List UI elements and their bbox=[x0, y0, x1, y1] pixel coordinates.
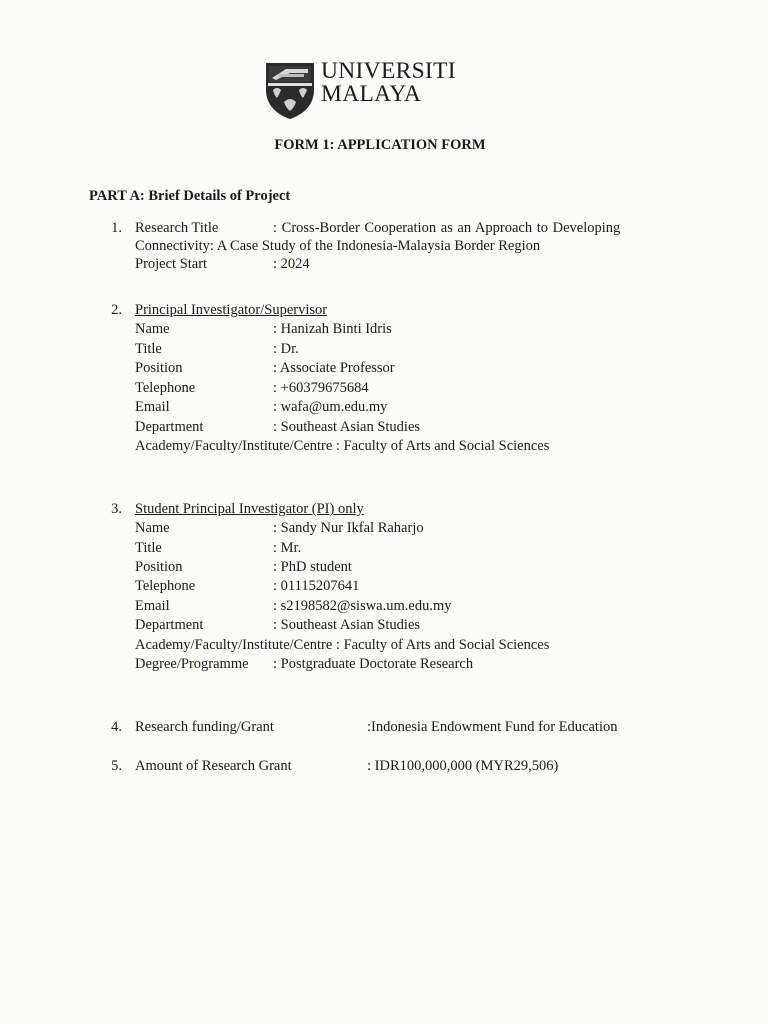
item-number: 2. bbox=[111, 302, 122, 318]
project-start-label: Project Start bbox=[135, 256, 208, 272]
research-title-label: Research Title bbox=[135, 220, 219, 236]
section-heading: Principal Investigator/Supervisor bbox=[135, 302, 328, 318]
field-label: Email bbox=[135, 399, 170, 415]
research-title-value-line2: Connectivity: A Case Study of the Indonesia-Malaysia Border Region bbox=[135, 238, 541, 254]
part-a-heading: PART A: Brief Details of Project bbox=[89, 188, 291, 204]
field-value: : +60379675684 bbox=[273, 380, 369, 396]
crest-icon bbox=[264, 60, 316, 120]
field-label: Telephone bbox=[135, 380, 196, 396]
field-value: : Southeast Asian Studies bbox=[273, 617, 421, 633]
logo-line-1: UNIVERSITI bbox=[321, 58, 456, 84]
field-value: : Hanizah Binti Idris bbox=[273, 321, 392, 337]
field-label: Title bbox=[135, 341, 162, 357]
field-value: : Dr. bbox=[273, 341, 299, 357]
university-logo bbox=[264, 60, 472, 120]
degree-label: Degree/Programme bbox=[135, 656, 249, 672]
field-value: : s2198582@siswa.um.edu.my bbox=[273, 598, 452, 614]
project-start-value: : 2024 bbox=[273, 256, 310, 272]
section-heading: Student Principal Investigator (PI) only bbox=[135, 501, 364, 517]
item-number: 5. bbox=[111, 758, 122, 774]
field-value: : Southeast Asian Studies bbox=[273, 419, 421, 435]
field-label: Name bbox=[135, 520, 170, 536]
field-label: Position bbox=[135, 559, 183, 575]
degree-value: : Postgraduate Doctorate Research bbox=[273, 656, 474, 672]
field-label: Position bbox=[135, 360, 183, 376]
research-title-value-line1: : Cross-Border Cooperation as an Approach to Developing bbox=[273, 220, 621, 236]
field-value: : Mr. bbox=[273, 540, 302, 556]
logo-line-2: MALAYA bbox=[321, 81, 422, 107]
field-label: Title bbox=[135, 540, 162, 556]
funding-label: Research funding/Grant bbox=[135, 719, 274, 735]
field-value: : Sandy Nur Ikfal Raharjo bbox=[273, 520, 424, 536]
item-number: 4. bbox=[111, 719, 122, 735]
item-number: 1. bbox=[111, 220, 122, 236]
form-title: FORM 1: APPLICATION FORM bbox=[274, 137, 486, 153]
faculty-line: Academy/Faculty/Institute/Centre : Faculty of Arts and Social Sciences bbox=[135, 637, 550, 653]
grant-amount-label: Amount of Research Grant bbox=[135, 758, 292, 774]
field-label: Department bbox=[135, 419, 204, 435]
field-value: : 01115207641 bbox=[273, 578, 360, 594]
field-value: : wafa@um.edu.my bbox=[273, 399, 388, 415]
faculty-line: Academy/Faculty/Institute/Centre : Faculty of Arts and Social Sciences bbox=[135, 438, 550, 454]
field-label: Name bbox=[135, 321, 170, 337]
field-value: : PhD student bbox=[273, 559, 352, 575]
item-number: 3. bbox=[111, 501, 122, 517]
field-label: Telephone bbox=[135, 578, 196, 594]
grant-amount-value: : IDR100,000,000 (MYR29,506) bbox=[367, 758, 559, 774]
funding-value: :Indonesia Endowment Fund for Education bbox=[367, 719, 618, 735]
field-label: Email bbox=[135, 598, 170, 614]
field-label: Department bbox=[135, 617, 204, 633]
field-value: : Associate Professor bbox=[273, 360, 395, 376]
